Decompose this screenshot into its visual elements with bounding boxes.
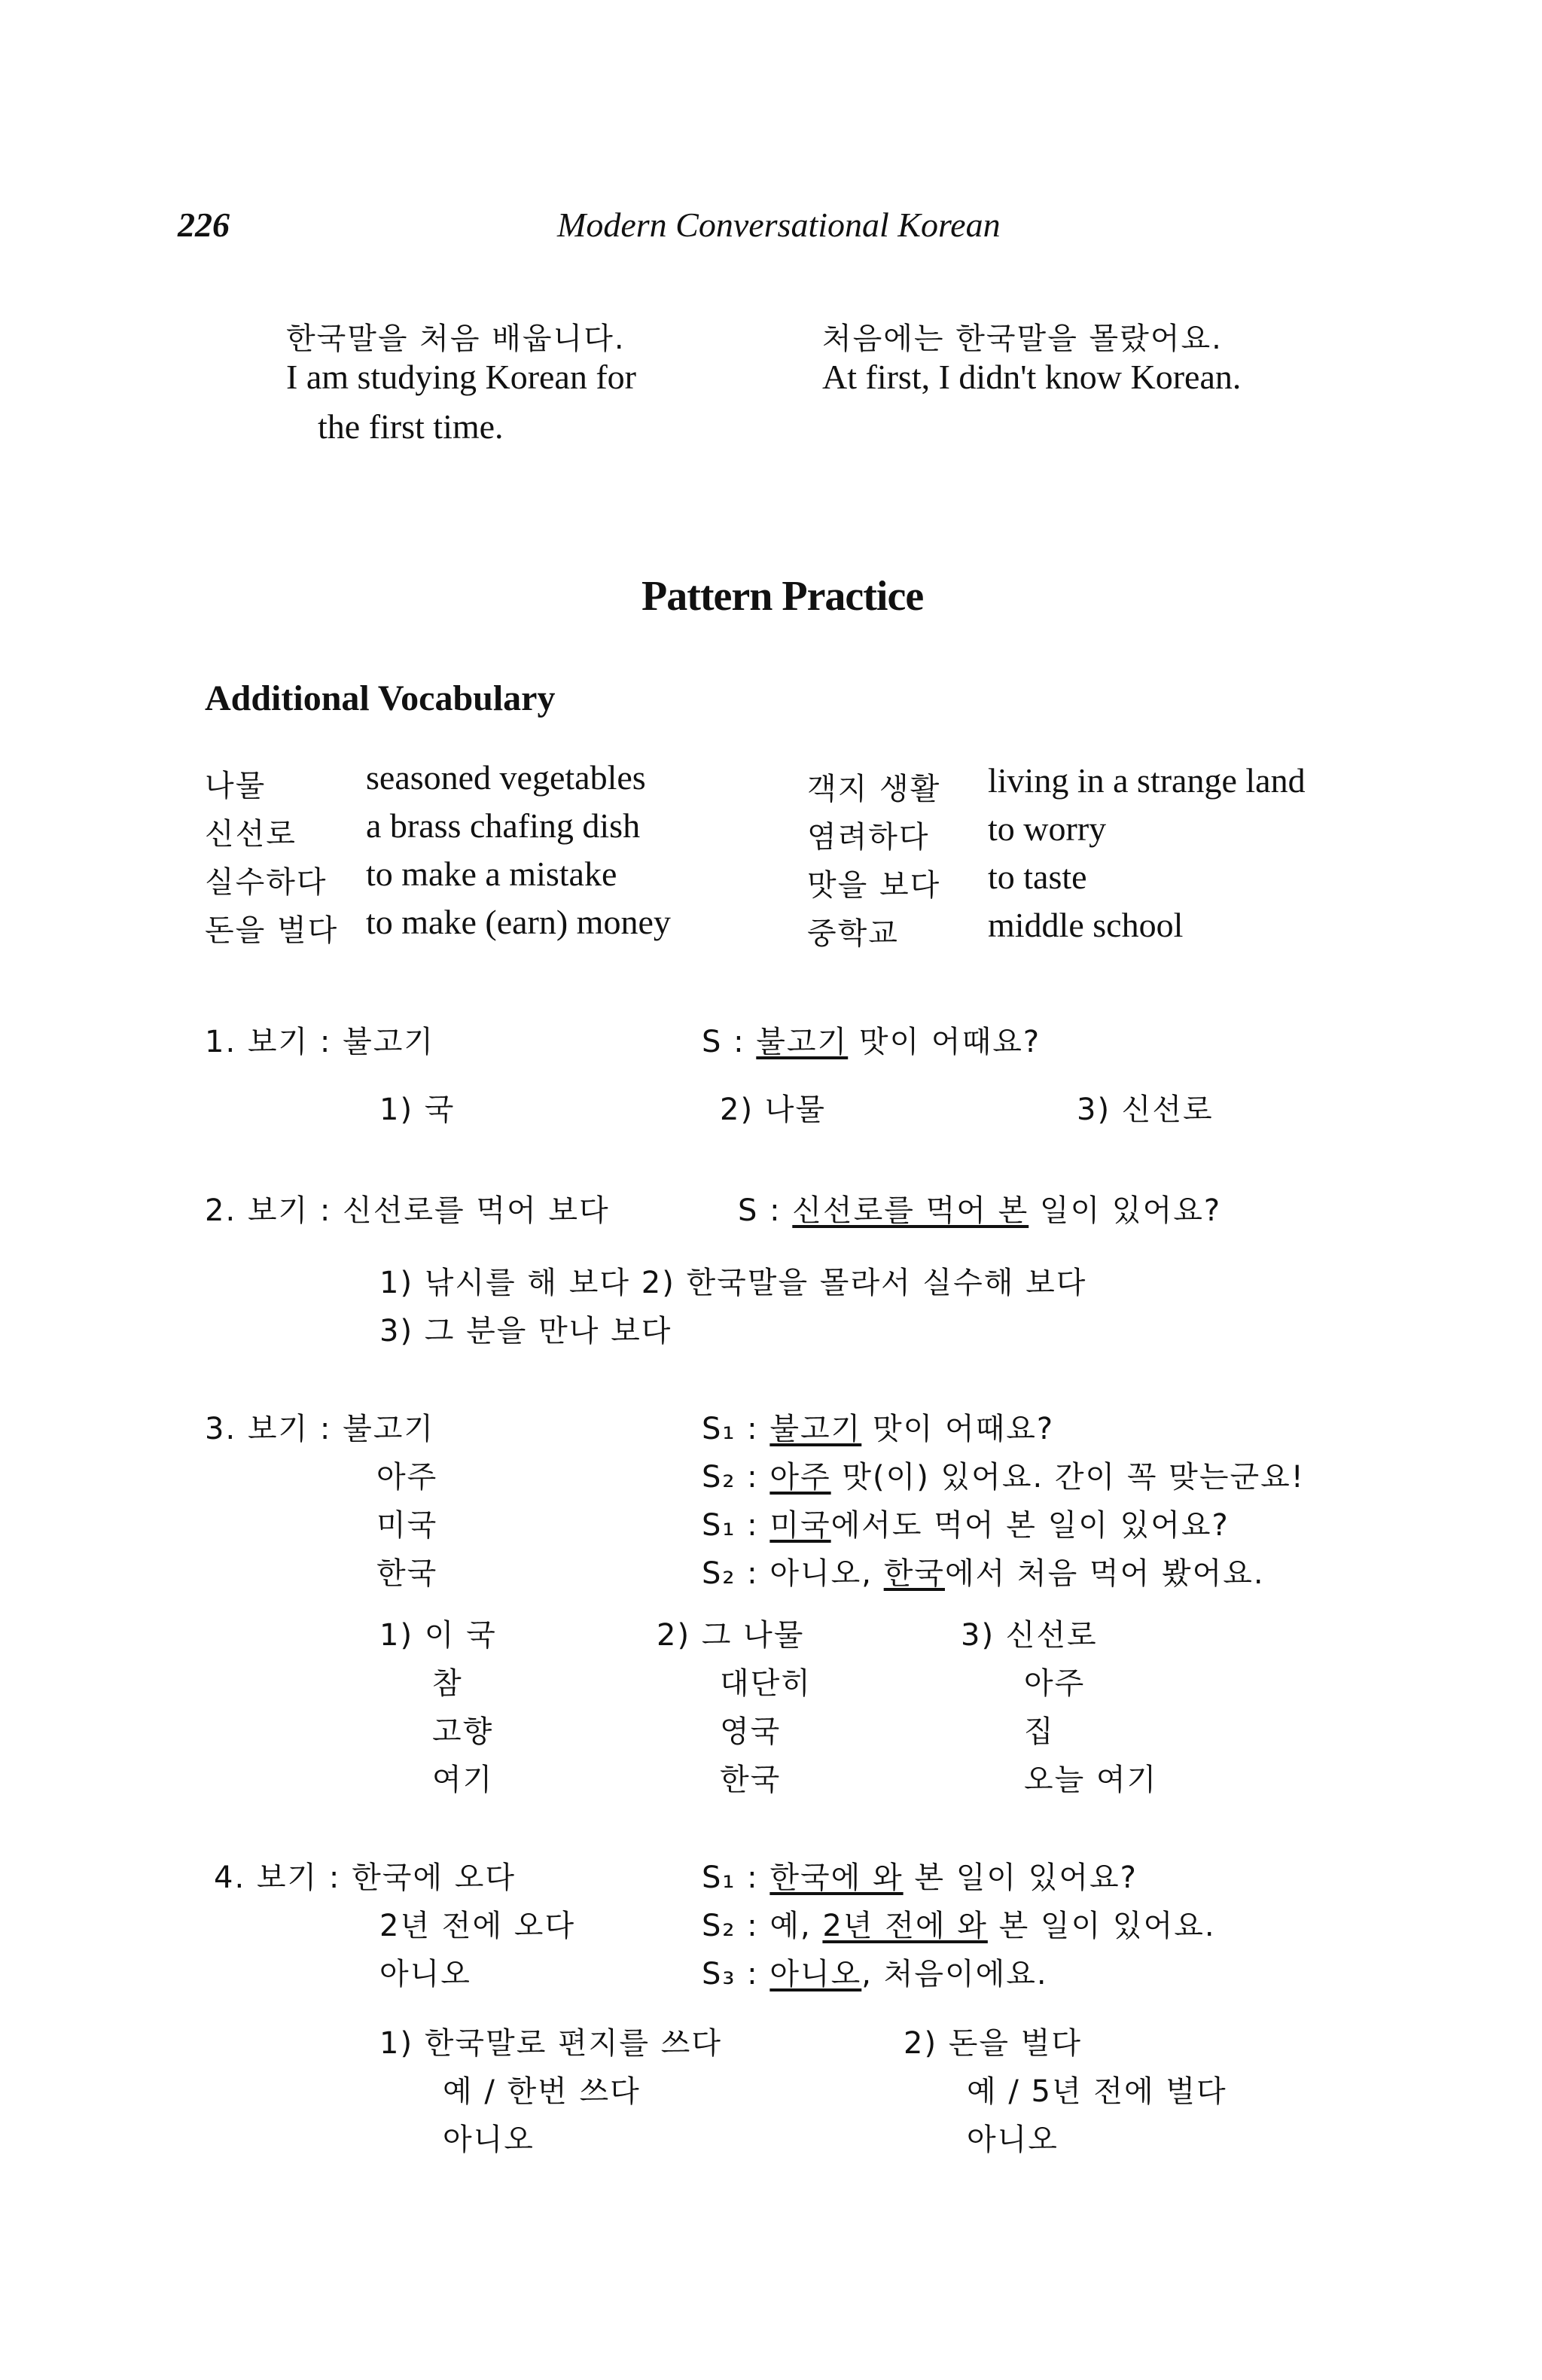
exercise-4-dialogue-line (702, 1950, 1048, 1998)
sentence-rest: 본 일이 있어요? (903, 1860, 1138, 1895)
vocab-korean: 객지 생활 (807, 772, 941, 806)
exercise-3-column-2 (657, 1611, 812, 1804)
substitution-slot: 미국 (769, 1508, 831, 1543)
exercise-3-label: 3. 보기 : 불고기 (205, 1412, 434, 1446)
substitution-slot: 아니오 (769, 1957, 862, 1991)
intro-left-korean: 한국말을 처음 배웁니다. (286, 321, 626, 356)
exercise-3-dialogue-line (702, 1453, 1305, 1501)
exercise-2-items-line-1: 1) 낚시를 해 보다 2) 한국말을 몰라서 실수해 보다 (379, 1266, 1087, 1300)
exercise-3-item: 집 (1024, 1714, 1055, 1749)
speaker-prefix: S : (738, 1193, 793, 1228)
vocab-english: to taste (988, 858, 1087, 896)
vocab-korean: 중학교 (807, 916, 899, 951)
exercise-4-item: 2) 돈을 벌다 (904, 2026, 1083, 2061)
exercise-3-column-3 (961, 1611, 1157, 1804)
substitution-slot: 불고기 (756, 1025, 849, 1059)
exercise-3-item: 아주 (1024, 1666, 1086, 1701)
exercise-4-item: 아니오 (443, 2122, 535, 2157)
sentence-rest: 맛이 어때요? (861, 1412, 1055, 1446)
vocab-english: living in a strange land (988, 761, 1306, 800)
substitution-slot: 2년 전에 와 (822, 1909, 988, 1943)
vocab-english: to make (earn) money (366, 903, 671, 941)
intro-left-english-1: I am studying Korean for (286, 358, 636, 396)
vocab-english: middle school (988, 906, 1184, 944)
speaker-prefix: S₁ : (702, 1508, 770, 1543)
sentence-rest: 일이 있어요? (1029, 1193, 1222, 1228)
exercise-3-cue: 한국 (376, 1556, 438, 1591)
sentence-rest: 맛(이) 있어요. 간이 꼭 맞는군요! (830, 1460, 1305, 1495)
exercise-3-item: 2) 그 나물 (657, 1618, 805, 1653)
exercise-3-item: 고향 (432, 1714, 494, 1749)
intro-right-english: At first, I didn't know Korean. (822, 358, 1242, 396)
intro-right-korean: 처음에는 한국말을 몰랐어요. (822, 321, 1223, 356)
intro-left-english-2: the first time. (318, 407, 504, 446)
exercise-4-dialogue-line (702, 1854, 1138, 1902)
page-number: 226 (178, 206, 230, 244)
vocab-korean: 신선로 (205, 817, 297, 852)
substitution-slot: 한국 (883, 1556, 945, 1591)
vocab-korean: 돈을 벌다 (205, 913, 339, 948)
exercise-4-item: 1) 한국말로 편지를 쓰다 (379, 2026, 722, 2061)
sentence-rest: 에서도 먹어 본 일이 있어요? (830, 1508, 1230, 1543)
running-title: Modern Conversational Korean (557, 206, 1001, 244)
exercise-4-cue: 아니오 (379, 1957, 471, 1991)
speaker-prefix: S : (702, 1025, 757, 1059)
sentence-rest: 본 일이 있어요. (987, 1909, 1216, 1943)
exercise-4-item: 예 / 5년 전에 벌다 (967, 2074, 1227, 2109)
speaker-prefix: S₃ : (702, 1957, 770, 1991)
vocab-korean: 염려하다 (807, 820, 930, 855)
exercise-1-item: 1) 국 (379, 1092, 456, 1127)
exercise-3-item: 1) 이 국 (379, 1618, 497, 1653)
vocab-english: seasoned vegetables (366, 758, 646, 797)
exercise-4-item: 아니오 (967, 2122, 1059, 2157)
exercise-3-dialogue-line (702, 1550, 1265, 1598)
exercise-2-items-line-2: 3) 그 분을 만나 보다 (379, 1314, 672, 1348)
section-title: Pattern Practice (641, 573, 924, 620)
exercise-3-item: 한국 (720, 1763, 782, 1797)
exercise-3-column-1 (379, 1611, 497, 1804)
exercise-3-item: 영국 (720, 1714, 782, 1749)
exercise-4-column-1 (379, 2019, 722, 2164)
vocab-english: a brass chafing dish (366, 806, 641, 845)
exercise-1-label: 1. 보기 : 불고기 (205, 1025, 434, 1059)
exercise-1-item: 3) 신선로 (1077, 1092, 1214, 1127)
exercise-3-item: 오늘 여기 (1024, 1763, 1158, 1797)
vocab-english: to worry (988, 809, 1107, 848)
exercise-3-item: 3) 신선로 (961, 1618, 1098, 1653)
exercise-3-dialogue-line (702, 1405, 1054, 1453)
speaker-prefix: S₁ : (702, 1412, 770, 1446)
vocab-title: Additional Vocabulary (205, 678, 556, 718)
exercise-4-item: 예 / 한번 쓰다 (443, 2074, 641, 2109)
exercise-3-item: 대단히 (720, 1666, 812, 1701)
substitution-slot: 불고기 (769, 1412, 862, 1446)
substitution-slot: 한국에 와 (769, 1860, 904, 1895)
exercise-3-cue: 아주 (376, 1460, 438, 1495)
exercise-3-dialogue-line (702, 1501, 1230, 1550)
speaker-prefix: S₂ : 아니오, (702, 1556, 884, 1591)
exercise-4-column-2 (904, 2019, 1227, 2164)
exercise-3-item: 참 (432, 1666, 463, 1701)
exercise-1-sentence (702, 1018, 1041, 1066)
speaker-prefix: S₂ : 예, (702, 1909, 823, 1943)
substitution-slot: 신선로를 먹어 본 (792, 1193, 1029, 1228)
sentence-rest: , 처음이에요. (861, 1957, 1048, 1991)
vocab-korean: 실수하다 (205, 865, 328, 900)
substitution-slot: 아주 (769, 1460, 831, 1495)
vocab-english: to make a mistake (366, 855, 617, 893)
exercise-4-cue: 2년 전에 오다 (379, 1909, 576, 1943)
sentence-rest: 맛이 어때요? (848, 1025, 1041, 1059)
exercise-3-cue: 미국 (376, 1508, 438, 1543)
exercise-2-label: 2. 보기 : 신선로를 먹어 보다 (205, 1193, 610, 1228)
speaker-prefix: S₂ : (702, 1460, 770, 1495)
exercise-4-label: 4. 보기 : 한국에 오다 (214, 1860, 516, 1895)
sentence-rest: 에서 처음 먹어 봤어요. (944, 1556, 1265, 1591)
exercise-4-dialogue-line (702, 1902, 1216, 1950)
exercise-2-sentence (738, 1187, 1221, 1235)
exercise-1-item: 2) 나물 (720, 1092, 827, 1127)
vocab-korean: 나물 (205, 769, 267, 803)
exercise-3-item: 여기 (432, 1763, 494, 1797)
speaker-prefix: S₁ : (702, 1860, 770, 1895)
vocab-korean: 맛을 보다 (807, 868, 941, 903)
